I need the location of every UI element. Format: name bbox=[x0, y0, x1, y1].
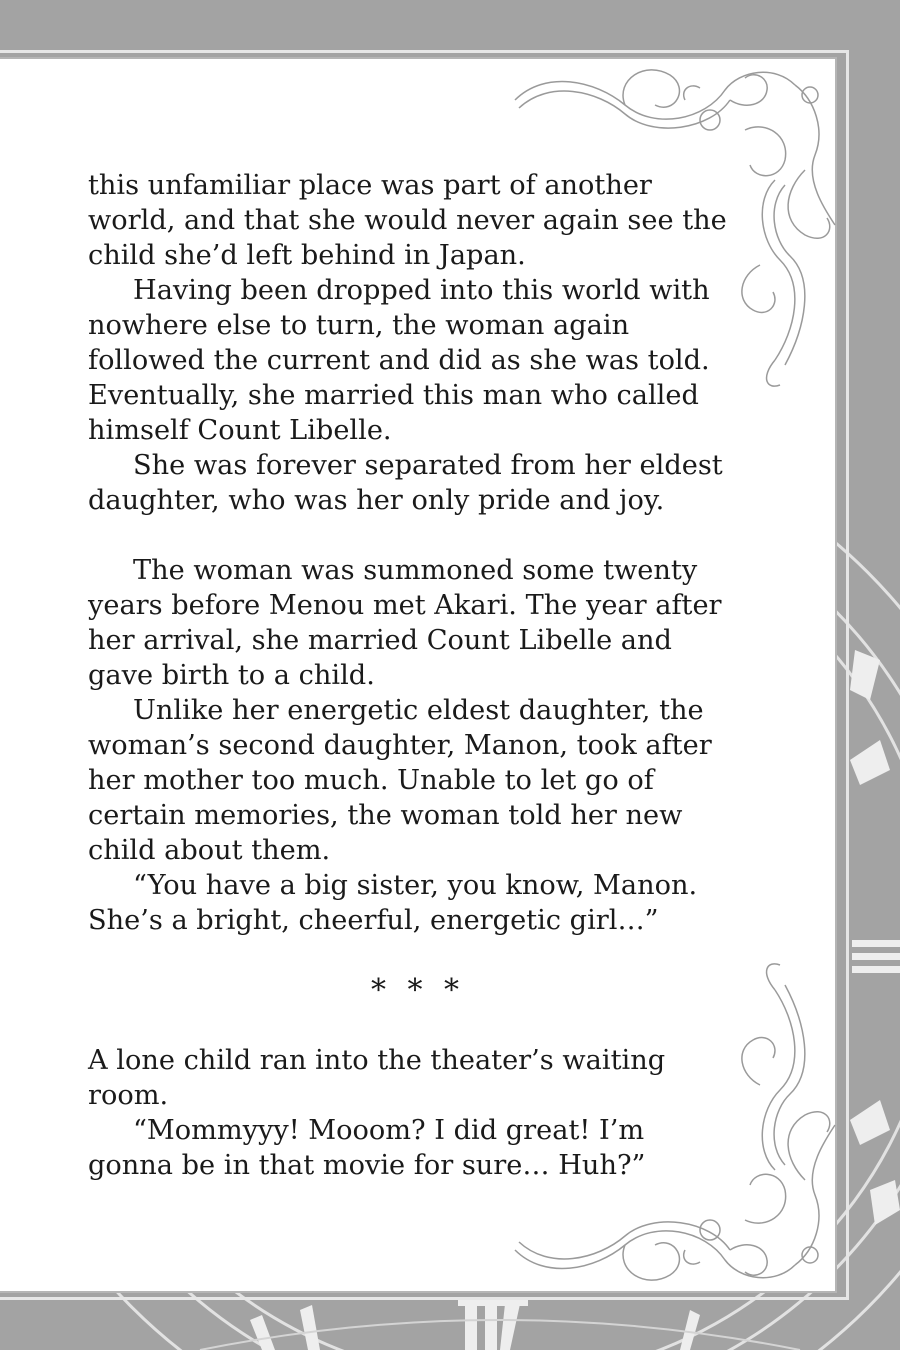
scene-separator: * * * bbox=[370, 973, 466, 1008]
paragraph-8: “Mommyyy! Mooom? I did great! I’m gonna be in that movie for sure… Huh?” bbox=[88, 1115, 646, 1181]
paragraph-5: Unlike her energetic eldest daughter, the woman’s second daughter, Manon, took after her mother too much. Unable to let go of certain memories, the woman told her new child about them. bbox=[88, 695, 712, 866]
paragraph-2: Having been dropped into this world with nowhere else to turn, the woman again followed the current and did as she was told. Eventually, she married this man who called himself Count Libelle. bbox=[88, 275, 710, 446]
paragraph-4: The woman was summoned some twenty years before Menou met Akari. The year after her arrival, she married Count Libelle and gave birth to a child. bbox=[88, 555, 722, 691]
paragraph-7: A lone child ran into the theater’s waiting room. bbox=[88, 1045, 666, 1111]
story-text bbox=[88, 168, 728, 1183]
paragraph-6: “You have a big sister, you know, Manon. She’s a bright, cheerful, energetic girl…” bbox=[88, 870, 698, 936]
paragraph-gap bbox=[88, 518, 728, 553]
paragraph-1: this unfamiliar place was part of another world, and that she would never again see the child she’d left behind in Japan. bbox=[88, 170, 727, 271]
paragraph-3: She was forever separated from her eldest daughter, who was her only pride and joy. bbox=[88, 450, 723, 516]
